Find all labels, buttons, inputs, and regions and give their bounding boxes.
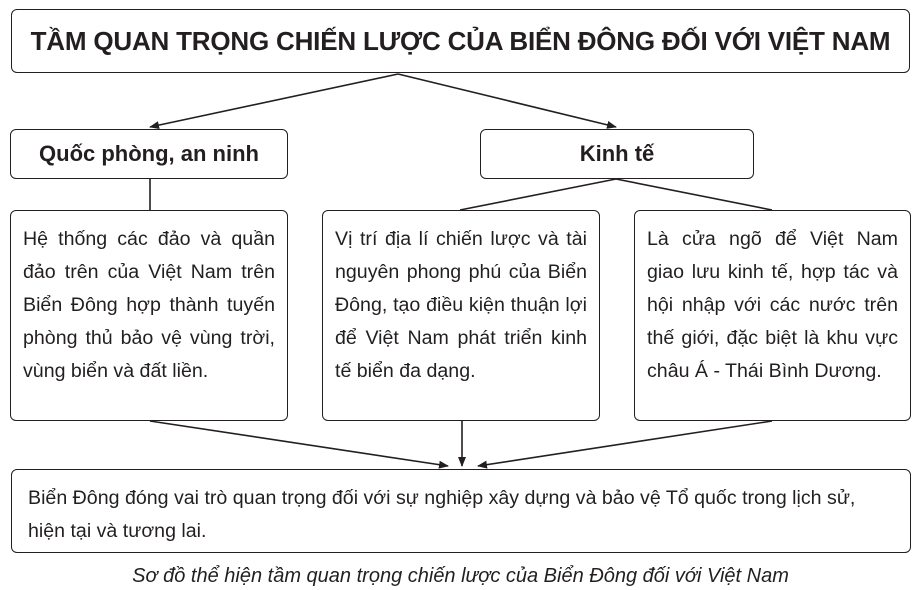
arrow-detail-1-to-conclusion <box>150 421 448 466</box>
economy-detail-text-1: Vị trí địa lí chiến lược và tài nguyên phong phú của Biển Đông, tạo điều kiện thuận lợi để Việt Nam phát triển kinh tế biển đa dạng. <box>335 228 587 382</box>
title-box <box>11 9 910 73</box>
defense-category-box <box>10 129 288 179</box>
diagram-title: TẦM QUAN TRỌNG CHIẾN LƯỢC CỦA BIỂN ĐÔNG ĐỐI VỚI VIỆT NAM <box>30 25 891 56</box>
defense-detail-box <box>10 210 288 421</box>
conclusion-text: Biển Đông đóng vai trò quan trọng đối với sự nghiệp xây dựng và bảo vệ Tổ quốc trong lịch sử, hiện tại và tương lai. <box>28 487 856 542</box>
arrow-title-to-economy <box>398 74 616 127</box>
economy-detail-box-2 <box>634 210 911 421</box>
economy-category-box <box>480 129 754 179</box>
economy-detail-text-2: Là cửa ngõ để Việt Nam giao lưu kinh tế, hợp tác và hội nhập với các nước trên thế giới, đặc biệt là khu vực châu Á - Thái Bình Dương. <box>647 228 898 382</box>
arrow-title-to-defense <box>150 74 398 127</box>
economy-category-label: Kinh tế <box>579 141 655 166</box>
line-economy-to-detail-2 <box>616 179 772 210</box>
defense-detail-text: Hệ thống các đảo và quần đảo trên của Việt Nam trên Biển Đông hợp thành tuyến phòng thủ bảo vệ vùng trời, vùng biển và đất liền. <box>23 228 275 382</box>
conclusion-box <box>11 469 911 553</box>
figure-caption: Sơ đồ thể hiện tầm quan trọng chiến lược của Biển Đông đối với Việt Nam <box>132 565 789 587</box>
arrow-detail-3-to-conclusion <box>478 421 772 466</box>
defense-category-label: Quốc phòng, an ninh <box>39 141 259 166</box>
economy-detail-box-1 <box>322 210 600 421</box>
line-economy-to-detail-1 <box>460 179 616 210</box>
